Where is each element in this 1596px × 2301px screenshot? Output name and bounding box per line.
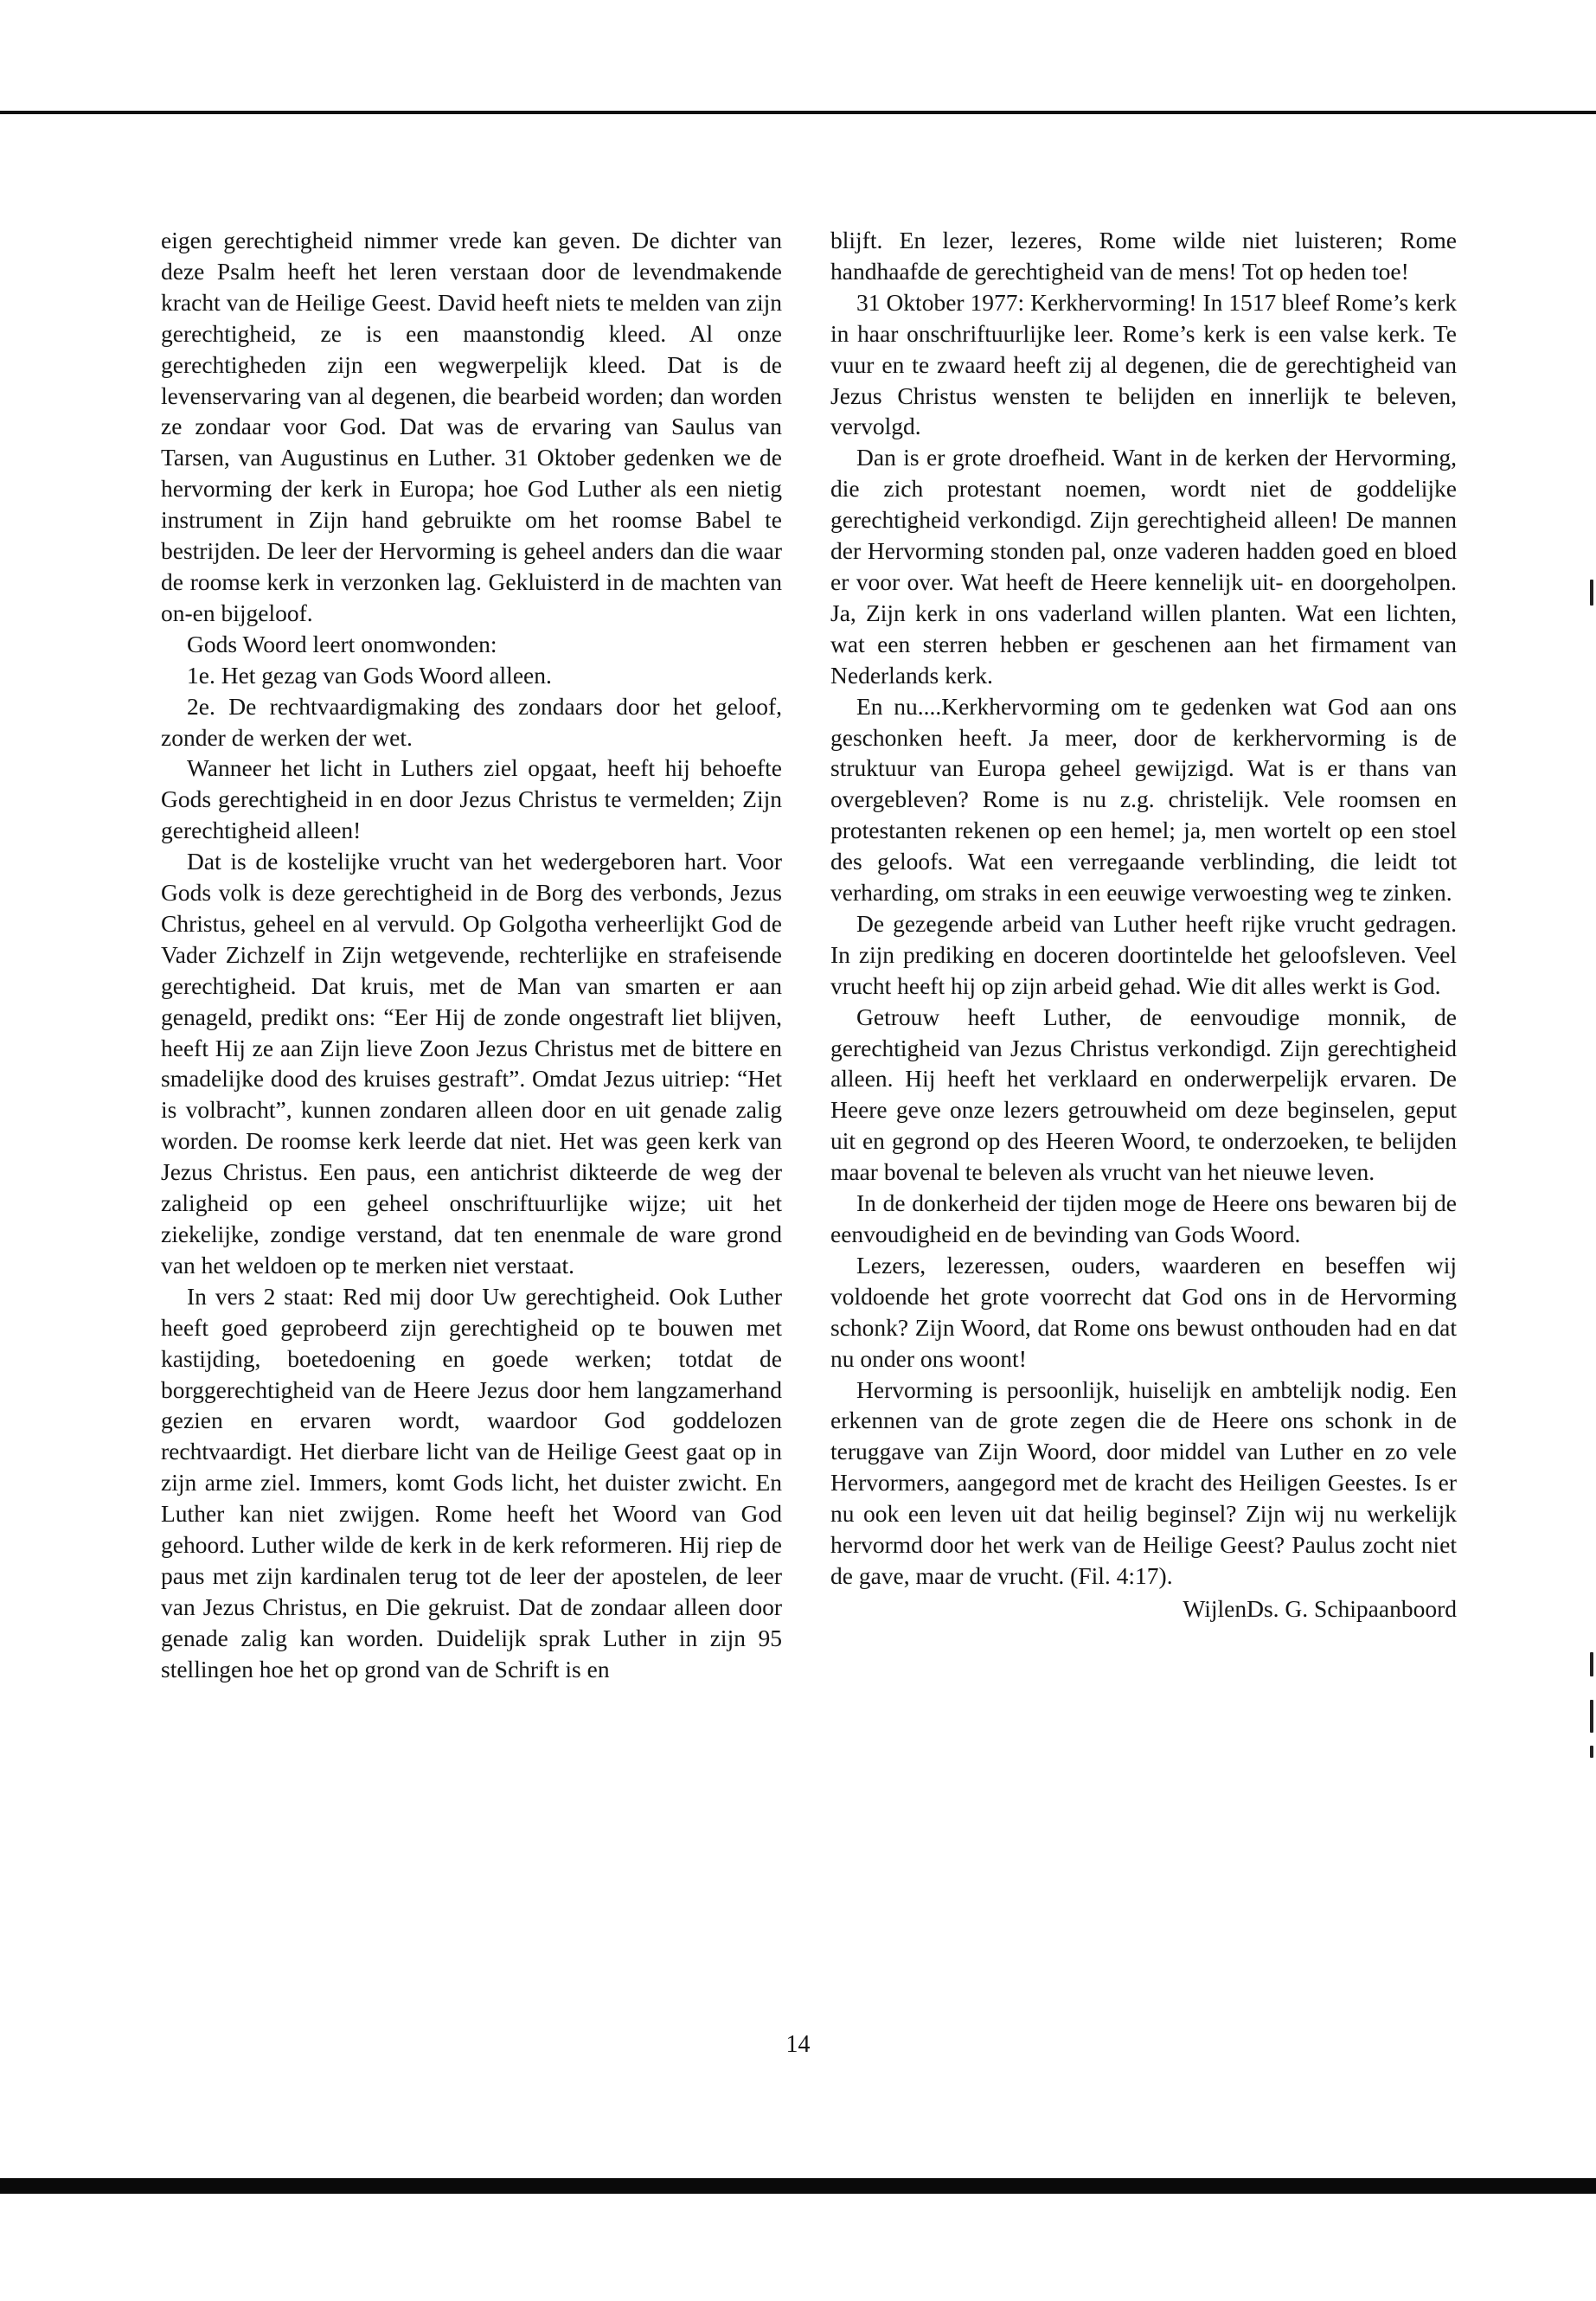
paragraph: Dan is er grote droefheid. Want in de kerken der Hervorming, die zich protestant noemen, wordt niet de goddelijke gerechtigheid verkondigd. Zijn gerechtigheid alleen! De mannen der Hervorming stonden pal, onze vaderen hadden goed en bloed er voor over. Wat heeft de Heere kennelijk uit- en doorgeholpen. Ja, Zijn kerk in ons vaderland willen planten. Wat een lichten, wat een sterren hebben er geschenen aan het firmament van Nederlands kerk.	[830, 444, 1457, 689]
paragraph: In de donkerheid der tijden moge de Heere ons bewaren bij de eenvoudigheid en de bevinding van Gods Woord.	[830, 1189, 1457, 1247]
page-number: 14	[785, 2031, 811, 2058]
paragraph: Dat is de kostelijke vrucht van het wedergeboren hart. Voor Gods volk is deze gerechtigheid in de Borg des verbonds, Jezus Christus, geheel en al vervuld. Op Golgotha verheerlijkt God de Vader Zichzelf in Zijn wetgevende, rechterlijke en strafeisende gerechtigheid. Dat kruis, met de Man van smarten er aan genageld, predikt ons: “Eer Hij de zonde ongestraft liet blijven, heeft Hij ze aan Zijn lieve Zoon Jezus Christus met de bittere en smadelijke dood des kruises gestraft”. Omdat Jezus uitriep: “Het is volbracht”, kunnen zondaren alleen door en uit genade zalig worden. De roomse kerk leerde dat niet. Het was geen kerk van Jezus Christus. Een paus, een antichrist dikteerde de weg der zaligheid op een geheel onschriftuurlijke wijze; uit het ziekelijke, zondige verstand, dat ten enenmale de ware grond van het weldoen op te merken niet verstaat.	[161, 848, 782, 1279]
edge-mark	[1590, 580, 1593, 606]
paragraph: Gods Woord leert onomwonden:	[187, 630, 497, 657]
paragraph: In vers 2 staat: Red mij door Uw gerechtigheid. Ook Luther heeft goed geprobeerd zijn gerechtigheid op te bouwen met kastijding, boetedoening en goede werken; totdat de borggerechtigheid van de Heere Jezus door hem langzamerhand gezien en ervaren wordt, waardoor God goddelozen rechtvaardigt. Het dierbare licht van de Heilige Geest gaat op in zijn arme ziel. Immers, komt Gods licht, het duister zwicht. En Luther kan niet zwijgen. Rome heeft het Woord van God gehoord. Luther wilde de kerk in de kerk reformeren. Hij riep de paus met zijn kardinalen terug tot de leer der apostelen, de leer van Jezus Christus, en Die gekruist. Dat de zondaar alleen door genade zalig kan worden. Duidelijk sprak Luther in zijn 95 stellingen hoe het op grond van de Schrift is en	[161, 1282, 782, 1682]
edge-mark	[1590, 1652, 1593, 1676]
paragraph: Hervorming is persoonlijk, huiselijk en ambtelijk nodig. Een erkennen van de grote zegen die de Heere ons schonk in de teruggave van Zijn Woord, door middel van Luther en zo vele Hervormers, aangegord met de kracht des Heiligen Geestes. Is er nu ook een leven uit dat heilig beginsel? Zijn wij nu werkelijk hervormd door het werk van de Heilige Geest? Paulus zocht niet de gave, maar de vrucht. (Fil. 4:17).	[830, 1375, 1457, 1589]
paragraph: Getrouw heeft Luther, de eenvoudige monnik, de gerechtigheid van Jezus Christus verkondigd. Zijn gerechtigheid alleen. Hij heeft het verklaard en onderwerpelijk ervaren. De Heere geve onze lezers getrouwheid om deze beginselen, geput uit en gegrond op des Heeren Woord, te onderzoeken, te belijden maar bovenal te beleven als vrucht van het nieuwe leven.	[830, 1003, 1457, 1186]
edge-mark	[1590, 1746, 1593, 1758]
top-rule	[0, 111, 1596, 114]
paragraph: En nu....Kerkhervorming om te gedenken wat God aan ons geschonken heeft. Ja meer, door de kerkhervorming is de struktuur van Europa geheel gewijzigd. Wat is er thans van overgebleven? Rome is nu z.g. christelijk. Vele roomsen en protestanten rekenen op een hemel; ja, men wortelt op een stoel des geloofs. Wat een verregaande verblinding, die leidt tot verharding, om straks in een eeuwige verwoesting weg te zinken.	[830, 692, 1457, 907]
paragraph: Lezers, lezeressen, ouders, waarderen en beseffen wij voldoende het grote voorrecht dat God ons in de Hervorming schonk? Zijn Woord, dat Rome ons bewust onthouden had en dat nu onder ons woont!	[830, 1251, 1457, 1372]
paragraph: De gezegende arbeid van Luther heeft rijke vrucht gedragen. In zijn prediking en doceren doortintelde het geloofsleven. Veel vrucht heeft hij op zijn arbeid gehad. Wie dit alles werkt is God.	[830, 909, 1457, 999]
edge-mark	[1590, 1700, 1593, 1733]
right-column	[830, 225, 1457, 1625]
paragraph: 1e. Het gezag van Gods Woord alleen.	[187, 661, 552, 689]
paragraph: 2e. De rechtvaardigmaking des zondaars door het geloof, zonder de werken der wet.	[161, 692, 782, 751]
bottom-rule	[0, 2178, 1596, 2194]
paragraph: 31 Oktober 1977: Kerkhervorming! In 1517 bleef Rome’s kerk in haar onschriftuurlijke leer. Rome’s kerk is een valse kerk. Te vuur en te zwaard heeft zij al degenen, die de gerechtigheid van Jezus Christus wensten te belijden en innerlijk te beleven, vervolgd.	[830, 288, 1457, 440]
left-column	[161, 225, 782, 1685]
paragraph: Wanneer het licht in Luthers ziel opgaat, heeft hij behoefte Gods gerechtigheid in en door Jezus Christus te vermelden; Zijn gerechtigheid alleen!	[161, 754, 782, 844]
author-signature: WijlenDs. G. Schipaanboord	[1183, 1594, 1457, 1622]
paragraph: eigen gerechtigheid nimmer vrede kan geven. De dichter van deze Psalm heeft het leren verstaan door de levendmakende kracht van de Heilige Geest. David heeft niets te melden van zijn gerechtigheid, ze is een maanstondig kleed. Al onze gerechtigheden zijn een wegwerpelijk kleed. Dat is de levenservaring van al degenen, die bearbeid worden; dan worden ze zondaar voor God. Dat was de ervaring van Saulus van Tarsen, van Augustinus en Luther. 31 Oktober gedenken we de hervorming der kerk in Europa; hoe God Luther als een nietig instrument in Zijn hand gebruikte om het roomse Babel te bestrijden. De leer der Hervorming is geheel anders dan die waar de roomse kerk in verzonken lag. Gekluisterd in de machten van on-en bijgeloof.	[161, 227, 782, 626]
paragraph: blijft. En lezer, lezeres, Rome wilde niet luisteren; Rome handhaafde de gerechtigheid van de mens! Tot op heden toe!	[830, 227, 1457, 285]
